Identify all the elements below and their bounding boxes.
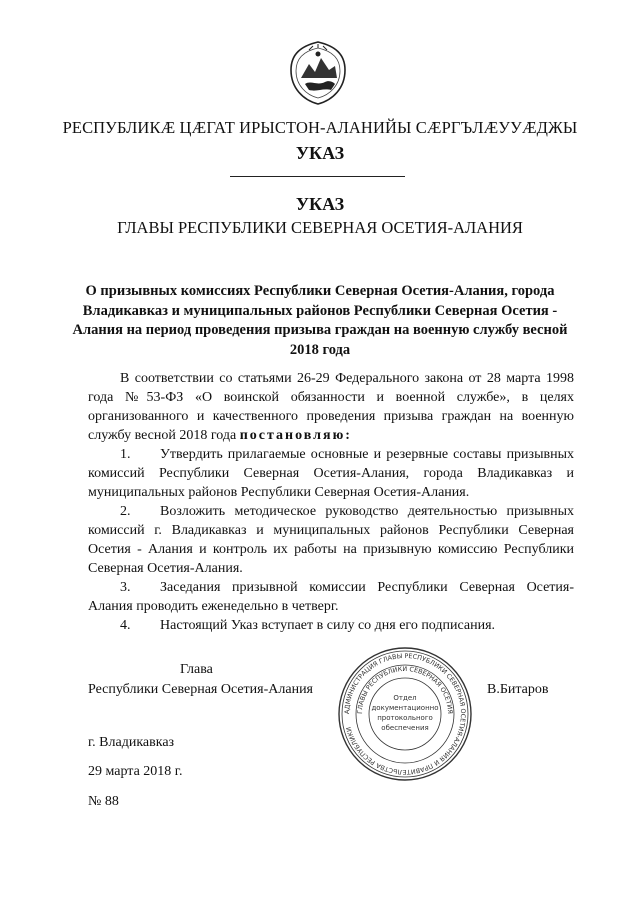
ukaz-heading-ossetian: УКАЗ xyxy=(295,143,345,163)
svg-text:Отдел: Отдел xyxy=(393,694,417,702)
decree-item-3 xyxy=(88,578,574,616)
svg-text:протокольного: протокольного xyxy=(377,714,433,722)
item-text: Заседания призывной комиссии Республики Северная Осетия-Алания проводить еженедельно в четверг. xyxy=(88,580,574,614)
official-seal-stamp xyxy=(336,645,474,783)
svg-text:обеспечения: обеспечения xyxy=(381,724,429,732)
decree-item-1 xyxy=(88,445,574,502)
head-of-republic-title: ГЛАВЫ РЕСПУБЛИКИ СЕВЕРНАЯ ОСЕТИЯ-АЛАНИЯ xyxy=(117,218,523,237)
decree-item-2 xyxy=(88,502,574,578)
decree-body xyxy=(88,369,574,635)
signature-position-line2: Республики Северная Осетия-Алания xyxy=(88,682,313,697)
svg-text:АДМИНИСТРАЦИЯ ГЛАВЫ РЕСПУБЛИКИ: АДМИНИСТРАЦИЯ ГЛАВЫ РЕСПУБЛИКИ СЕВЕРНАЯ ОСЕТИЯ-АЛАНИЯ И ПРАВИТЕЛЬСТВА РЕСПУБЛИКИ xyxy=(342,651,468,777)
issue-city: г. Владикавказ xyxy=(88,735,175,750)
decree-title: О призывных комиссиях Республики Северная Осетия-Алания, города Владикавказ и муниципальных районов Республики Северная Осетия - Алания на период проведения призыва граждан на военную службу весной 2018 года xyxy=(72,283,568,358)
decree-number: № 88 xyxy=(88,794,119,809)
resolve-word: постановляю: xyxy=(239,428,352,443)
item-number: 1. xyxy=(120,447,131,462)
decree-preamble xyxy=(88,369,574,445)
item-text: Настоящий Указ вступает в силу со дня его подписания. xyxy=(160,618,496,633)
coat-of-arms-emblem xyxy=(287,40,349,106)
item-text: Возложить методическое руководство деятельностью призывных комиссий г. Владикавказ и муниципальных районов Республики Северная Осетия - Алания и контроль их работы на призывную комиссию Республики Северная Осетия-Алания. xyxy=(88,504,574,576)
decree-item-4 xyxy=(88,616,574,635)
preamble-text: В соответствии со статьями 26-29 Федерального закона от 28 марта 1998 года №53-ФЗ «О воинской обязанности и военной службе», в целях организованного и качественного проведения призыва граждан на военную службу весной 2018 года xyxy=(88,371,574,443)
ukaz-heading-russian: УКАЗ xyxy=(295,194,345,214)
svg-text:документационно: документационно xyxy=(371,704,439,712)
republic-header-ossetian: РЕСПУБЛИКӔ ЦӔГАТ ИРЫСТОН-АЛАНИЙЫ СӔРГЪЛӔУУӔДЖЫ xyxy=(62,118,578,137)
signature-position-line1: Глава xyxy=(180,662,213,677)
item-number: 4. xyxy=(120,618,131,633)
header-divider xyxy=(230,176,405,177)
issue-date: 29 марта 2018 г. xyxy=(88,764,183,779)
item-number: 2. xyxy=(120,504,131,519)
item-text: Утвердить прилагаемые основные и резервные составы призывных комиссий Республики Северная Осетия-Алания, города Владикавказ и муниципальных районов Республики Северная Осетия-Алания. xyxy=(88,447,574,500)
svg-text:ГЛАВЫ РЕСПУБЛИКИ СЕВЕРНАЯ ОСЕТ: ГЛАВЫ РЕСПУБЛИКИ СЕВЕРНАЯ ОСЕТИЯ xyxy=(355,664,455,715)
signatory-name: В.Битаров xyxy=(487,682,549,697)
item-number: 3. xyxy=(120,580,131,595)
